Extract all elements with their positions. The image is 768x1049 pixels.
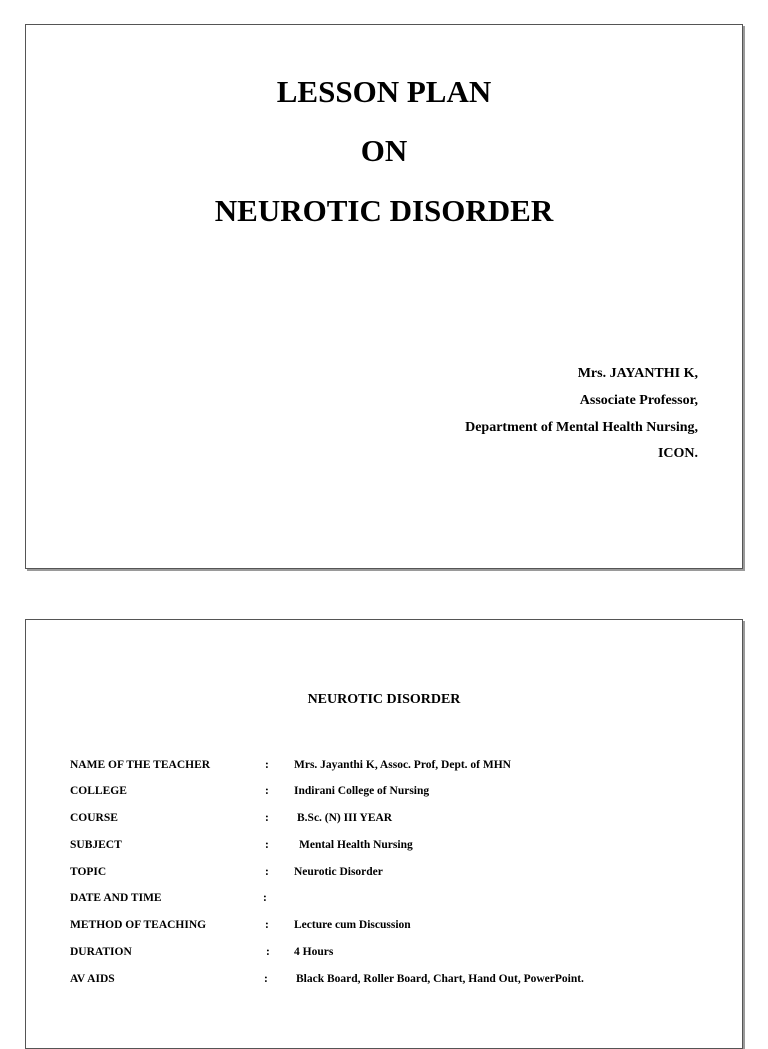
detail-colon: : bbox=[263, 892, 267, 904]
cover-page bbox=[25, 24, 743, 569]
author-institution: ICON. bbox=[657, 446, 698, 461]
detail-label: COLLEGE bbox=[70, 785, 127, 797]
detail-label: COURSE bbox=[70, 812, 118, 824]
detail-row-course bbox=[70, 810, 710, 826]
detail-label: TOPIC bbox=[70, 866, 107, 878]
detail-label: METHOD OF TEACHING bbox=[70, 919, 207, 931]
title-line-2: ON bbox=[360, 133, 408, 168]
details-page bbox=[25, 619, 743, 1049]
title-line-1: LESSON PLAN bbox=[276, 74, 492, 109]
detail-label: NAME OF THE TEACHER bbox=[70, 759, 211, 771]
detail-label: DURATION bbox=[70, 946, 132, 958]
detail-row-topic bbox=[70, 864, 710, 880]
detail-row-teacher bbox=[70, 757, 710, 773]
detail-value: Indirani College of Nursing bbox=[294, 785, 430, 797]
detail-colon: : bbox=[265, 785, 269, 797]
detail-row-date-time bbox=[70, 890, 710, 906]
author-position: Associate Professor, bbox=[579, 393, 698, 408]
detail-value: 4 Hours bbox=[294, 946, 334, 958]
detail-colon: : bbox=[264, 973, 268, 985]
detail-colon: : bbox=[265, 866, 269, 878]
detail-colon: : bbox=[265, 839, 269, 851]
detail-value: Mrs. Jayanthi K, Assoc. Prof, Dept. of MHN bbox=[294, 759, 511, 771]
detail-colon: : bbox=[265, 759, 269, 771]
author-department: Department of Mental Health Nursing, bbox=[465, 420, 698, 435]
detail-row-subject bbox=[70, 837, 710, 853]
detail-row-college bbox=[70, 783, 710, 799]
detail-colon: : bbox=[265, 919, 269, 931]
detail-row-av-aids bbox=[70, 971, 710, 987]
details-heading: NEUROTIC DISORDER bbox=[307, 692, 461, 707]
detail-colon: : bbox=[265, 812, 269, 824]
detail-label: DATE AND TIME bbox=[70, 892, 162, 904]
author-name: Mrs. JAYANTHI K, bbox=[577, 366, 698, 381]
detail-label: AV AIDS bbox=[70, 973, 115, 985]
title-line-3: NEUROTIC DISORDER bbox=[214, 193, 554, 228]
detail-label: SUBJECT bbox=[70, 839, 122, 851]
detail-row-method bbox=[70, 917, 710, 933]
detail-value: Neurotic Disorder bbox=[294, 866, 383, 878]
detail-row-duration bbox=[70, 944, 710, 960]
detail-value: Mental Health Nursing bbox=[299, 839, 413, 851]
detail-value: B.Sc. (N) III YEAR bbox=[297, 812, 393, 824]
detail-colon: : bbox=[266, 946, 270, 958]
detail-value: Lecture cum Discussion bbox=[294, 919, 411, 931]
detail-value: Black Board, Roller Board, Chart, Hand Out, PowerPoint. bbox=[296, 973, 584, 985]
